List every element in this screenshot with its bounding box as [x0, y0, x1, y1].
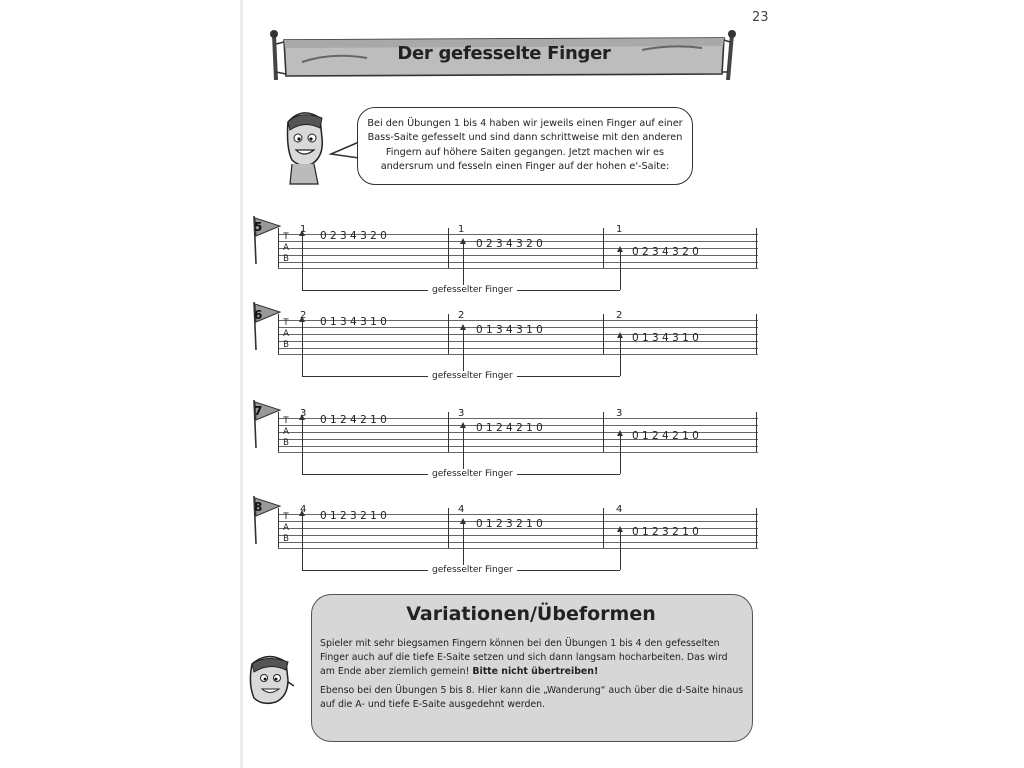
measure-finger: 2	[300, 310, 307, 321]
exercise-number: 5	[254, 220, 263, 234]
tab-staff	[278, 408, 758, 479]
tab-clef: T A B	[283, 232, 289, 264]
measure-finger: 2	[458, 310, 465, 321]
tab-clef: T A B	[283, 512, 289, 544]
fret-numbers: 0 1 2 3 2 1 0	[320, 510, 387, 522]
intro-text: Bei den Übungen 1 bis 4 haben wir jeweils einen Finger auf einer Bass-Saite gefesselt und sind dann schrittweise mit den anderen Fingern auf höhere Saiten gegangen. Jetzt machen wir es andersrum und fesseln einen Finger auf der hohen e'-Saite:	[367, 118, 683, 172]
page-number: 23	[752, 10, 769, 25]
exercise-number: 7	[254, 404, 263, 418]
measure-finger: 2	[616, 310, 623, 321]
measure-finger: 3	[300, 408, 307, 419]
bracket-label: gefesselter Finger	[428, 565, 517, 575]
fret-numbers: 0 1 3 4 3 1 0	[476, 324, 543, 336]
variations-paragraph-1: Spieler mit sehr biegsamen Fingern können bei den Übungen 1 bis 4 den gefesselten Finger auch auf die tiefe E-Saite setzen und sich dann langsam hocharbeiten. Das wird am Ende aber ziemlich gemein! Bitte nicht übertreiben!	[320, 638, 728, 677]
cartoon-boy-face-icon	[246, 652, 294, 710]
bracket-label: gefesselter Finger	[428, 371, 517, 381]
bracket-label: gefesselter Finger	[428, 469, 517, 479]
fret-numbers: 0 1 2 3 2 1 0	[632, 526, 699, 538]
fret-numbers: 0 1 2 3 2 1 0	[476, 518, 543, 530]
measure-finger: 3	[616, 408, 623, 419]
fret-numbers: 0 2 3 4 3 2 0	[632, 246, 699, 258]
page-title: Der gefesselte Finger	[397, 43, 611, 64]
bracket-label: gefesselter Finger	[428, 285, 517, 295]
variations-paragraph-2: Ebenso bei den Übungen 5 bis 8. Hier kann die „Wanderung“ auch über die d-Saite hinaus auf die A- und tiefe E-Saite ausgedehnt werden.	[320, 685, 744, 710]
measure-finger: 1	[616, 224, 623, 235]
measure-finger: 1	[300, 224, 307, 235]
exercise-number: 6	[254, 308, 263, 322]
exercise-7	[248, 400, 768, 490]
exercise-5	[248, 216, 768, 306]
exercise-8	[248, 496, 768, 586]
cartoon-boy-face-icon	[282, 108, 328, 188]
tab-staff	[278, 310, 758, 381]
variations-warning: Bitte nicht übertreiben!	[472, 666, 599, 677]
title-banner	[262, 28, 746, 84]
fret-numbers: 0 1 2 4 2 1 0	[320, 414, 387, 426]
fret-numbers: 0 1 2 4 2 1 0	[632, 430, 699, 442]
measure-finger: 4	[300, 504, 307, 515]
fret-numbers: 0 2 3 4 3 2 0	[320, 230, 387, 242]
fret-numbers: 0 1 3 4 3 1 0	[632, 332, 699, 344]
tab-staff	[278, 224, 758, 295]
variations-text	[320, 637, 744, 717]
measure-finger: 4	[458, 504, 465, 515]
tab-staff	[278, 504, 758, 575]
fret-numbers: 0 1 3 4 3 1 0	[320, 316, 387, 328]
exercise-number: 8	[254, 500, 263, 514]
exercise-6	[248, 302, 768, 392]
measure-finger: 3	[458, 408, 465, 419]
variations-title: Variationen/Übeformen	[406, 603, 656, 625]
measure-finger: 1	[458, 224, 465, 235]
tab-clef: T A B	[283, 416, 289, 448]
measure-finger: 4	[616, 504, 623, 515]
tab-clef: T A B	[283, 318, 289, 350]
fret-numbers: 0 1 2 4 2 1 0	[476, 422, 543, 434]
fret-numbers: 0 2 3 4 3 2 0	[476, 238, 543, 250]
